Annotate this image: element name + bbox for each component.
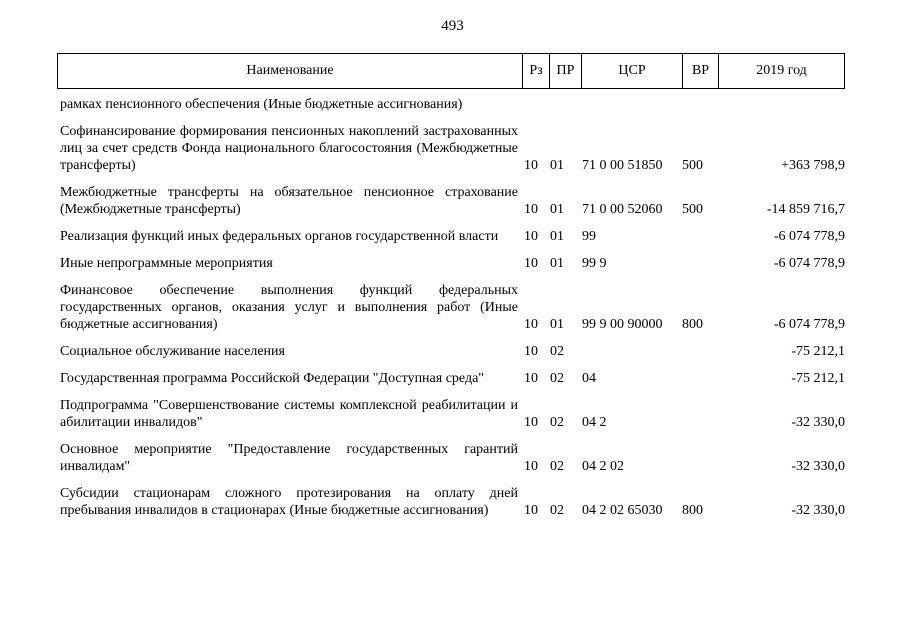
row-rz: 10: [524, 371, 538, 386]
row-name: рамках пенсионного обеспечения (Иные бюджетные ассигнования): [60, 97, 463, 112]
header-csr: ЦСР: [582, 54, 683, 88]
row-vr: 800: [682, 317, 703, 332]
row-rz: 10: [524, 503, 538, 518]
header-name: Наименование: [58, 54, 523, 88]
row-name: Подпрограмма "Совершенствование системы комплексной реабилитации и абилитации инвалидов": [60, 398, 518, 430]
row-year: +363 798,9: [781, 158, 845, 173]
table-row: [60, 370, 845, 387]
row-csr: 04 2 02: [582, 459, 624, 474]
row-rz: 10: [524, 317, 538, 332]
row-name: Социальное обслуживание населения: [60, 344, 285, 359]
row-csr: 04 2 02 65030: [582, 503, 663, 518]
header-rz: Рз: [523, 54, 550, 88]
table-row: [60, 184, 845, 218]
row-csr: 04: [582, 371, 596, 386]
header-vr: ВР: [683, 54, 719, 88]
row-name: Государственная программа Российской Федерации "Доступная среда": [60, 371, 484, 386]
header-pr: ПР: [550, 54, 582, 88]
table-row: [60, 485, 845, 519]
table-header: [57, 53, 845, 89]
table-row: [60, 96, 845, 113]
row-pr: 01: [550, 229, 564, 244]
row-vr: 800: [682, 503, 703, 518]
row-name: Иные непрограммные мероприятия: [60, 256, 273, 271]
row-vr: 500: [682, 158, 703, 173]
header-year: 2019 год: [756, 63, 807, 78]
table-row: [60, 397, 845, 431]
row-name: Основное мероприятие "Предоставление государственных гарантий инвалидам": [60, 442, 518, 474]
row-year: -6 074 778,9: [773, 317, 845, 332]
row-year: -75 212,1: [791, 371, 845, 386]
row-csr: 71 0 00 51850: [582, 158, 663, 173]
row-rz: 10: [524, 158, 538, 173]
row-rz: 10: [524, 344, 538, 359]
row-name: Реализация функций иных федеральных органов государственной власти: [60, 229, 499, 244]
row-pr: 01: [550, 317, 564, 332]
table-row: [60, 255, 845, 272]
table-row: [60, 228, 845, 245]
row-year: -32 330,0: [791, 459, 845, 474]
row-vr: 500: [682, 202, 703, 217]
row-csr: 04 2: [582, 415, 607, 430]
row-year: -6 074 778,9: [773, 229, 845, 244]
row-name: Софинансирование формирования пенсионных накоплений застрахованных лиц за счет средств Фонда национального благосостояния (Межбюджетные трансферты): [60, 124, 518, 173]
row-name: Субсидии стационарам сложного протезирования на оплату дней пребывания инвалидов в стационарах (Иные бюджетные ассигнования): [60, 486, 518, 518]
row-pr: 01: [550, 256, 564, 271]
table-row: [60, 343, 845, 360]
row-year: -32 330,0: [791, 415, 845, 430]
row-pr: 01: [550, 158, 564, 173]
row-csr: 99 9: [582, 256, 607, 271]
row-rz: 10: [524, 202, 538, 217]
row-year: -6 074 778,9: [773, 256, 845, 271]
table-row: [60, 123, 845, 174]
row-year: -75 212,1: [791, 344, 845, 359]
row-csr: 99: [582, 229, 596, 244]
row-csr: 71 0 00 52060: [582, 202, 663, 217]
row-pr: 02: [550, 503, 564, 518]
row-year: -14 859 716,7: [766, 202, 845, 217]
row-name: Финансовое обеспечение выполнения функций федеральных государственных органов, оказания услуг и выполнения работ (Иные бюджетные ассигнования): [60, 283, 518, 332]
row-rz: 10: [524, 229, 538, 244]
row-year: -32 330,0: [791, 503, 845, 518]
row-csr: 99 9 00 90000: [582, 317, 663, 332]
row-rz: 10: [524, 415, 538, 430]
page-number: 493: [441, 18, 464, 34]
row-pr: 02: [550, 371, 564, 386]
table-row: [60, 441, 845, 475]
row-rz: 10: [524, 459, 538, 474]
row-pr: 02: [550, 344, 564, 359]
row-name: Межбюджетные трансферты на обязательное пенсионное страхование (Межбюджетные трансферты): [60, 185, 518, 217]
row-pr: 02: [550, 459, 564, 474]
row-pr: 02: [550, 415, 564, 430]
row-rz: 10: [524, 256, 538, 271]
table-body: [60, 96, 845, 529]
table-row: [60, 282, 845, 333]
row-pr: 01: [550, 202, 564, 217]
